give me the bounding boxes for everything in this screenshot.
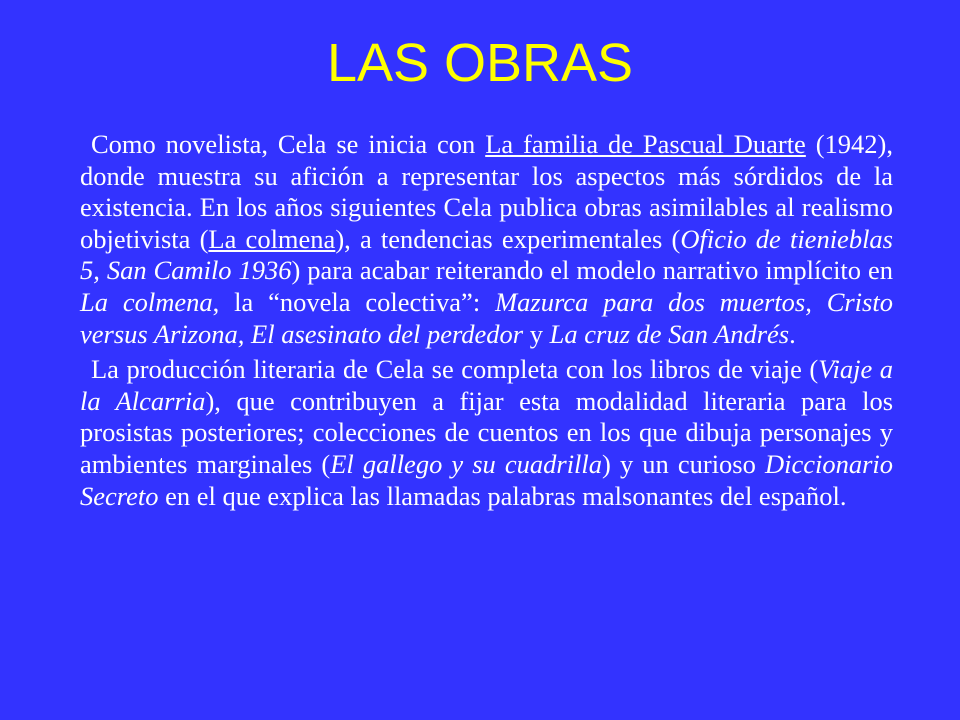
text-segment: (1942), donde muestra su afición a representar los aspectos más sórdidos de la existencia. En los años siguientes Cela publica obras asimilables al realismo objetivista (: [80, 129, 893, 254]
work-title-underlined: La familia de Pascual Duarte: [485, 129, 806, 159]
slide-body: [80, 129, 893, 512]
text-segment: en el que explica las llamadas palabras malsonantes del español.: [158, 480, 847, 511]
work-title-italic: Viaje a la Alcarria: [80, 354, 893, 416]
text-segment: ) para acabar reiterando el modelo narrativo implícito en: [291, 255, 893, 286]
work-title-italic: Diccionario Secreto: [80, 448, 894, 511]
paragraph-novels: [80, 129, 893, 350]
work-title-italic: La cruz de San Andrés: [549, 318, 790, 349]
text-segment: ), a tendencias experimentales (: [335, 223, 681, 254]
text-segment: y: [523, 318, 550, 349]
text-segment: .: [789, 318, 796, 349]
text-segment: Como novelista, Cela se inicia con: [91, 129, 486, 159]
slide-title: LAS OBRAS: [326, 33, 634, 93]
work-title-italic: El gallego y su cuadrilla: [330, 448, 603, 479]
paragraph-other-works: [80, 354, 893, 512]
text-segment: La producción literaria de Cela se completa con los libros de viaje (: [91, 354, 819, 385]
work-title-underlined: La colmena: [208, 223, 336, 254]
work-title-italic: Oficio de tienieblas 5, San Camilo 1936: [80, 223, 893, 286]
work-title-italic: La colmena: [80, 286, 213, 317]
text-segment: ), que contribuyen a fijar esta modalidad literaria para los prosistas posteriores; colecciones de cuentos en los que dibuja personajes y ambientes marginales (: [80, 385, 894, 479]
work-title-italic: Mazurca para dos muertos, Cristo versus Arizona, El asesinato del perdedor: [80, 286, 893, 349]
text-segment: , la “novela colectiva”:: [212, 286, 496, 317]
text-segment: ) y un curioso: [602, 448, 765, 479]
